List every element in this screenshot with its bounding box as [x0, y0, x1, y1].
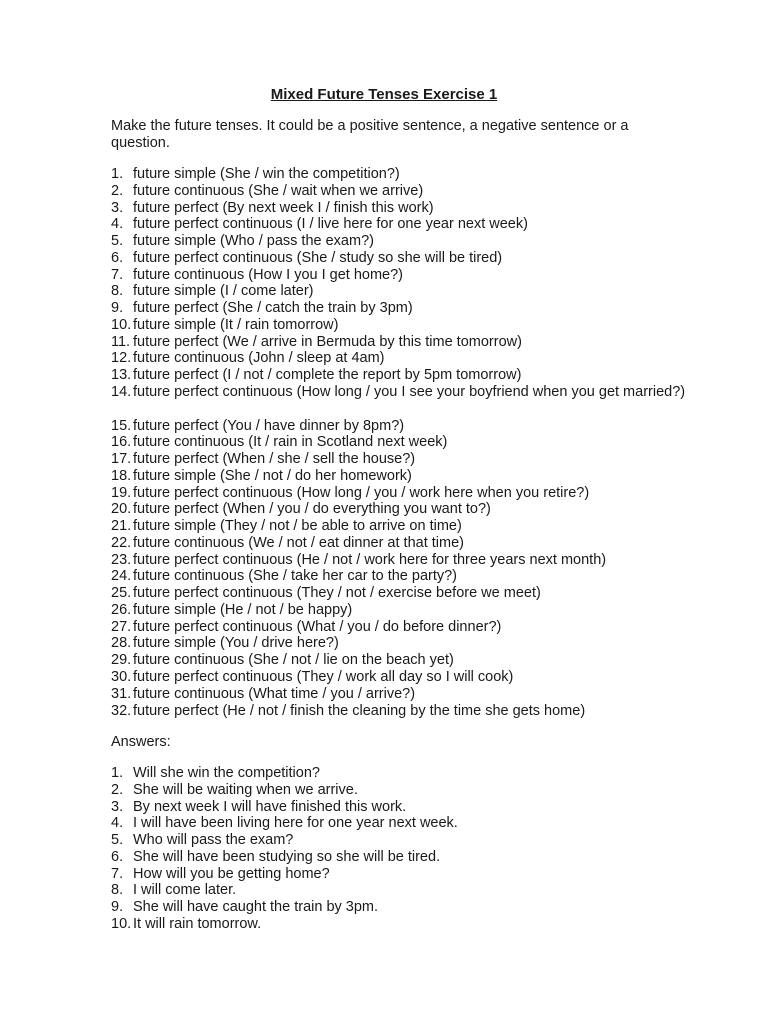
question-item: [111, 652, 691, 669]
question-item: [111, 334, 691, 351]
question-item-text: future simple (She / not / do her homework): [133, 467, 412, 484]
question-item-text: future perfect (He / not / finish the cleaning by the time she gets home): [133, 702, 586, 719]
answer-item-text: She will have been studying so she will be tired.: [133, 848, 441, 865]
question-item-text: future perfect continuous (He / not / work here for three years next month): [133, 551, 607, 568]
question-item-number: 16.: [111, 434, 132, 451]
question-item-text: future simple (They / not / be able to arrive on time): [133, 518, 462, 535]
question-item-text: future perfect (I / not / complete the report by 5pm tomorrow): [133, 367, 522, 384]
answers-heading: Answers:: [111, 734, 171, 750]
answer-item-text: How will you be getting home?: [133, 865, 330, 882]
question-item-number: 27.: [111, 618, 132, 635]
question-item-number: 13.: [111, 367, 132, 384]
question-item-number: 31.: [111, 685, 132, 702]
answer-item: [111, 782, 691, 799]
question-item: [111, 451, 691, 468]
question-item-number: 17.: [111, 451, 132, 468]
question-item-number: 10.: [111, 316, 132, 333]
question-item-number: 12.: [111, 350, 132, 367]
question-item-text: future continuous (She / wait when we arrive): [133, 182, 424, 199]
question-item-text: future perfect (She / catch the train by 3pm): [133, 300, 413, 317]
answer-item: [111, 849, 691, 866]
question-item-number: 14.: [111, 383, 132, 400]
question-item-number: 1.: [111, 166, 124, 182]
answer-item-text: She will have caught the train by 3pm.: [133, 899, 379, 916]
question-item-text: future perfect continuous (They / not / exercise before we meet): [133, 585, 541, 602]
answer-item: [111, 765, 691, 782]
question-item: [111, 468, 691, 485]
question-item-text: future continuous (She / not / lie on the beach yet): [133, 652, 454, 669]
question-item-text: future simple (He / not / be happy): [133, 601, 353, 618]
question-item-text: future simple (It / rain tomorrow): [133, 316, 339, 333]
question-item-text: future perfect (You / have dinner by 8pm?): [133, 417, 405, 434]
question-item-number: 29.: [111, 652, 132, 669]
answer-item-number: 5.: [111, 832, 124, 849]
question-item: [111, 485, 691, 502]
question-item-text: future continuous (What time / you / arrive?): [133, 685, 416, 702]
question-item-text: future perfect (By next week I / finish this work): [133, 199, 434, 216]
question-item-number: 4.: [111, 216, 124, 233]
question-item-text: future perfect continuous (I / live here for one year next week): [133, 216, 528, 233]
answer-item-text: I will come later.: [133, 882, 237, 899]
question-item-text: future perfect continuous (She / study so she will be tired): [133, 249, 503, 266]
answer-item: [111, 916, 691, 933]
question-item: [111, 418, 691, 435]
question-item: [111, 250, 691, 267]
question-item-number: 21.: [111, 518, 132, 535]
answer-item-number: 6.: [111, 848, 124, 865]
question-item-text: future perfect continuous (They / work all day so I will cook): [133, 668, 514, 685]
question-item: [111, 703, 691, 720]
answer-item-number: 10.: [111, 915, 132, 932]
question-item: [111, 267, 691, 284]
question-item-text: future continuous (How I you I get home?): [133, 266, 404, 283]
question-item-number: 19.: [111, 484, 132, 501]
question-item: [111, 166, 691, 183]
question-item-number: 3.: [111, 199, 124, 216]
question-item-number: 6.: [111, 249, 124, 266]
question-item: [111, 384, 691, 418]
question-item-text: future simple (You / drive here?): [133, 635, 339, 652]
question-item-text: future perfect continuous (How long / you I see your boyfriend when you get married?): [133, 383, 686, 400]
instructions-text: Make the future tenses. It could be a positive sentence, a negative sentence or a question.: [111, 118, 629, 151]
question-item-text: future perfect (When / she / sell the house?): [133, 451, 416, 468]
question-item-number: 22.: [111, 534, 132, 551]
question-item: [111, 669, 691, 686]
question-item-number: 8.: [111, 283, 124, 300]
answer-item-text: I will have been living here for one year next week.: [133, 815, 458, 832]
question-item-number: 5.: [111, 233, 124, 250]
question-item-text: future continuous (John / sleep at 4am): [133, 350, 385, 367]
question-item-number: 26.: [111, 601, 132, 618]
question-item: [111, 501, 691, 518]
question-item-number: 11.: [111, 333, 131, 350]
page-title: Mixed Future Tenses Exercise 1: [270, 86, 498, 103]
question-item-number: 32.: [111, 702, 132, 719]
question-item-text: future continuous (She / take her car to the party?): [133, 568, 458, 585]
question-item: [111, 619, 691, 636]
question-item: [111, 317, 691, 334]
question-item: [111, 602, 691, 619]
question-item-number: 2.: [111, 182, 124, 199]
question-item-number: 24.: [111, 568, 132, 585]
answer-item-text: By next week I will have finished this work.: [133, 798, 407, 815]
answer-item: [111, 899, 691, 916]
question-item-text: future perfect (We / arrive in Bermuda by this time tomorrow): [133, 333, 522, 350]
answer-item-text: It will rain tomorrow.: [133, 915, 262, 932]
question-item: [111, 350, 691, 367]
question-item: [111, 518, 691, 535]
question-item-text: future perfect (When / you / do everything you want to?): [133, 501, 491, 518]
answer-item-number: 3.: [111, 798, 124, 815]
question-item: [111, 283, 691, 300]
answer-item-text: Will she win the competition?: [133, 765, 320, 781]
question-item-text: future continuous (We / not / eat dinner at that time): [133, 534, 464, 551]
question-item: [111, 568, 691, 585]
question-item-text: future perfect continuous (What / you / do before dinner?): [133, 618, 502, 635]
question-item: [111, 367, 691, 384]
question-item-number: 30.: [111, 668, 132, 685]
question-item-number: 23.: [111, 551, 132, 568]
question-item: [111, 300, 691, 317]
answer-item-number: 1.: [111, 765, 124, 781]
answer-item-text: She will be waiting when we arrive.: [133, 781, 358, 798]
question-item: [111, 216, 691, 233]
question-item-number: 9.: [111, 300, 124, 317]
question-item-text: future perfect continuous (How long / you / work here when you retire?): [133, 484, 590, 501]
answer-item-text: Who will pass the exam?: [133, 832, 294, 849]
answer-item: [111, 815, 691, 832]
question-item-number: 28.: [111, 635, 132, 652]
question-item-number: 20.: [111, 501, 132, 518]
answer-item-number: 7.: [111, 865, 124, 882]
answer-item: [111, 799, 691, 816]
question-item: [111, 585, 691, 602]
question-item: [111, 434, 691, 451]
question-item: [111, 535, 691, 552]
question-item: [111, 635, 691, 652]
answer-item: [111, 832, 691, 849]
answer-item: [111, 866, 691, 883]
questions-list: [111, 166, 691, 719]
question-item-number: 18.: [111, 467, 132, 484]
answer-item-number: 8.: [111, 882, 124, 899]
answer-item-number: 9.: [111, 899, 124, 916]
question-item-text: future simple (I / come later): [133, 283, 314, 300]
question-item-number: 7.: [111, 266, 124, 283]
answer-item-number: 4.: [111, 815, 124, 832]
answers-list: [111, 765, 691, 933]
question-item: [111, 552, 691, 569]
answer-item: [111, 882, 691, 899]
question-item: [111, 686, 691, 703]
answer-item-number: 2.: [111, 781, 124, 798]
question-item-number: 25.: [111, 585, 132, 602]
question-item-number: 15.: [111, 417, 132, 434]
question-item: [111, 233, 691, 250]
question-item-text: future simple (Who / pass the exam?): [133, 233, 374, 250]
question-item-text: future simple (She / win the competition?): [133, 166, 400, 182]
question-item: [111, 183, 691, 200]
question-item: [111, 200, 691, 217]
question-item-text: future continuous (It / rain in Scotland next week): [133, 434, 448, 451]
